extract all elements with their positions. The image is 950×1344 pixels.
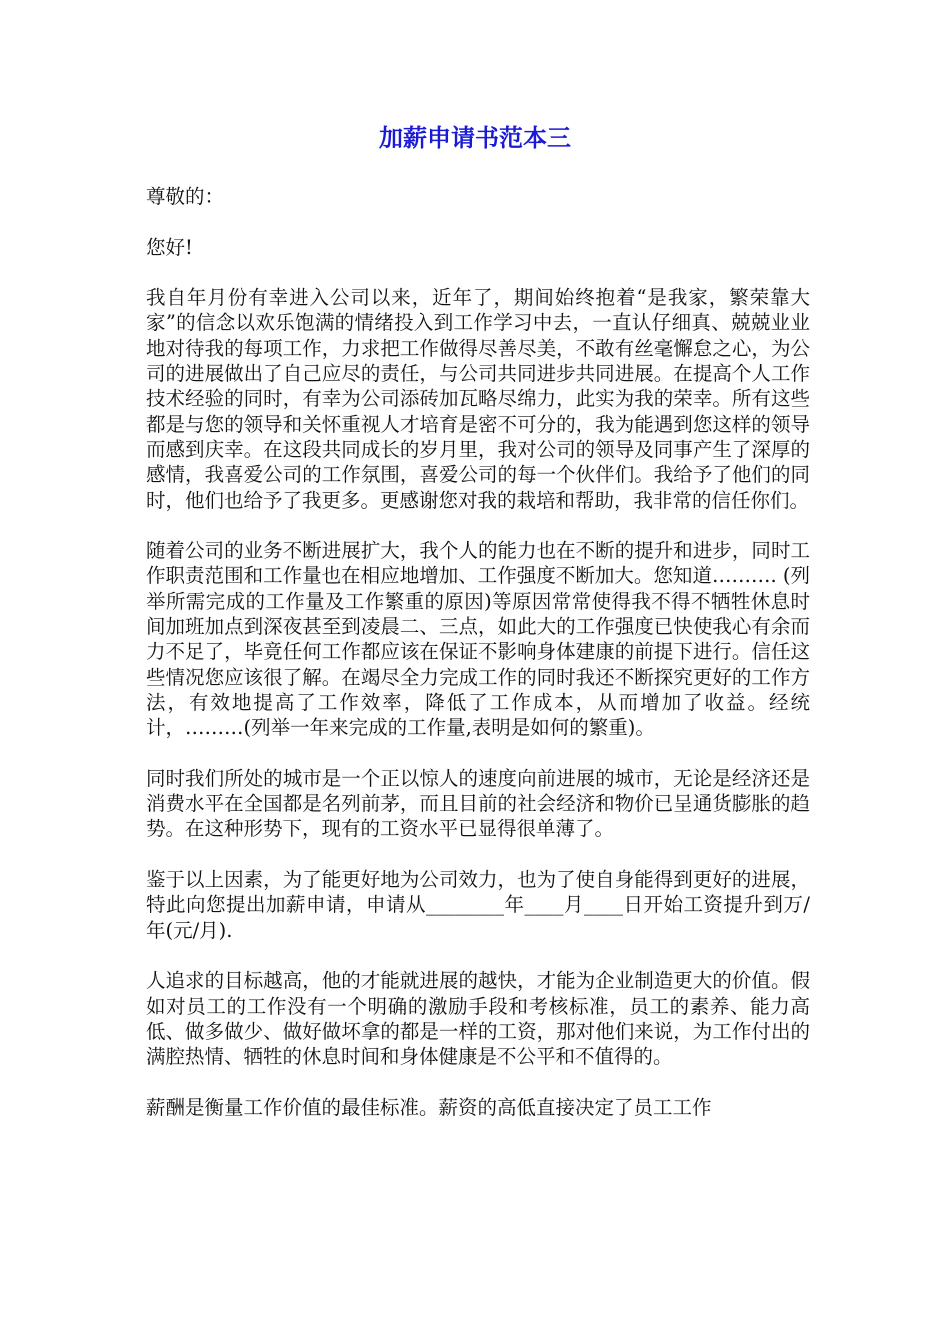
paragraph-motivation: 人追求的目标越高，他的才能就进展的越快，才能为企业制造更大的价值。假如对员工的工作没有一个明确的激励手段和考核标准，员工的素养、能力高低、做多做少、做好做坏拿的都是一样的工资，那对他们来说，为工作付出的满腔热情、牺牲的休息时间和身体健康是不公平和不值得的。	[146, 969, 810, 1069]
salutation: 尊敬的：	[146, 185, 225, 208]
paragraph-request: 鉴于以上因素，为了能更好地为公司效力，也为了使自身能得到更好的进展，特此向您提出加薪申请，申请从________年____月____日开始工资提升到万/年(元/月).	[146, 868, 810, 942]
paragraph-compensation: 薪酬是衡量工作价值的最佳标准。薪资的高低直接决定了员工工作	[146, 1095, 712, 1119]
document-title: 加薪申请书范本三	[379, 124, 571, 152]
letter-body	[146, 184, 810, 1145]
greeting: 您好!	[146, 235, 193, 259]
paragraph-workload: 随着公司的业务不断进展扩大，我个人的能力也在不断的提升和进步，同时工作职责范围和工作量也在相应地增加、工作强度不断加大。您知道………. (列举所需完成的工作量及工作繁重的原因)等原因常常使得我不得不牺牲休息时间加班加点到深夜甚至到凌晨二、三点，如此大的工作强度已快使我心有余而力不足了，毕竟任何工作都应该在保证不影响身体建康的前提下进行。信任这些情况您应该很了解。在竭尽全力完成工作的同时我还不断探究更好的工作方法，有效地提高了工作效率，降低了工作成本，从而增加了收益。经统计，………(列举一年来完成的工作量,表明是如何的繁重)。	[146, 539, 810, 740]
paragraph-economy: 同时我们所处的城市是一个正以惊人的速度向前进展的城市，无论是经济还是消费水平在全国都是名列前茅，而且目前的社会经济和物价已呈通货膨胀的趋势。在这种形势下，现有的工资水平已显得很单薄了。	[146, 766, 810, 841]
paragraph-introduction: 我自年月份有幸进入公司以来，近年了，期间始终抱着“是我家，繁荣靠大家”的信念以欢乐饱满的情绪投入到工作学习中去，一直认仔细真、兢兢业业地对待我的每项工作，力求把工作做得尽善尽美，不敢有丝毫懈怠之心，为公司的进展做出了自己应尽的责任，与公司共同进步共同进展。在提高个人工作技术经验的同时，有幸为公司添砖加瓦略尽绵力，此实为我的荣幸。所有这些都是与您的领导和关怀重视人才培育是密不可分的，我为能遇到您这样的领导而感到庆幸。在这段共同成长的岁月里，我对公司的领导及同事产生了深厚的感情，我喜爱公司的工作氛围，喜爱公司的每一个伙伴们。我给予了他们的同时，他们也给予了我更多。更感谢您对我的栽培和帮助，我非常的信任你们。	[146, 286, 810, 512]
